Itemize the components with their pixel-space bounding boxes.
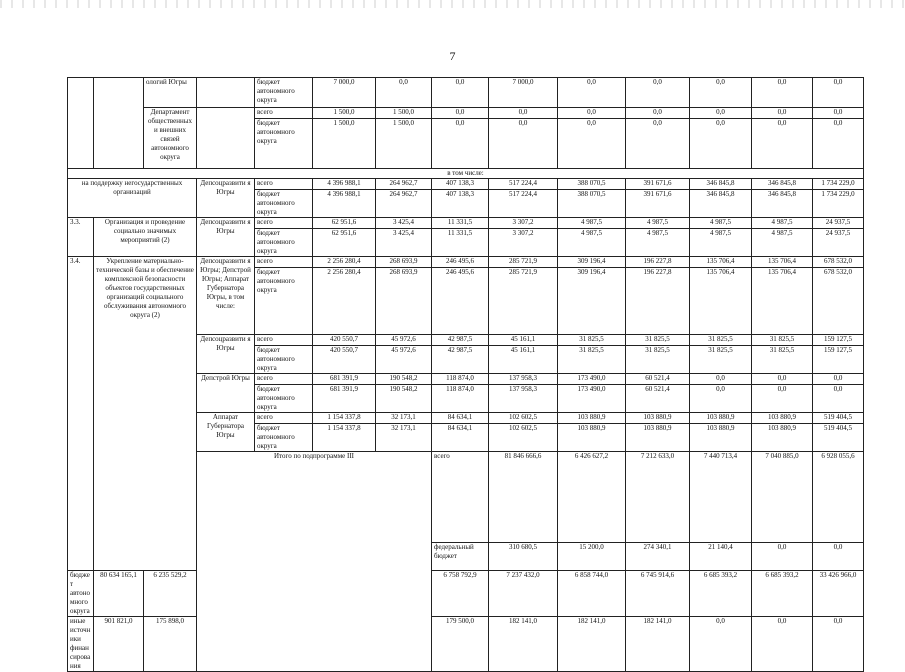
table-cell: 0,0 (432, 78, 489, 108)
scan-artifact-strip (0, 0, 905, 8)
table-cell: 31 825,5 (626, 335, 690, 346)
table-cell: 0,0 (752, 374, 813, 385)
table-cell: 0,0 (690, 78, 752, 108)
table-cell: Аппарат Губернатора Югры (197, 413, 255, 452)
table-cell: 0,0 (376, 78, 432, 108)
table-cell: 1 500,0 (313, 108, 376, 119)
table-cell: бюджет автономного округа (255, 190, 313, 218)
table-cell: 84 634,1 (432, 413, 489, 424)
table-cell: 681 391,9 (313, 374, 376, 385)
table-cell: в том числе: (68, 169, 864, 179)
table-cell: 310 680,5 (489, 543, 558, 571)
table-cell: 6 235 529,2 (144, 571, 197, 617)
table-cell: 0,0 (752, 119, 813, 169)
table-cell: 7 000,0 (313, 78, 376, 108)
table-cell: 0,0 (432, 119, 489, 169)
table-cell: 246 495,6 (432, 257, 489, 268)
table-body (68, 78, 864, 672)
table-cell: 407 138,3 (432, 179, 489, 190)
table-cell: 678 532,0 (813, 268, 864, 335)
table-cell: 0,0 (690, 374, 752, 385)
table-cell: 0,0 (489, 119, 558, 169)
table-cell: 0,0 (813, 374, 864, 385)
table-cell: бюджет автономного округа (255, 268, 313, 335)
table-cell: 135 706,4 (690, 268, 752, 335)
table-cell: 0,0 (813, 617, 864, 672)
table-cell: 0,0 (558, 119, 626, 169)
table-cell: 268 693,9 (376, 268, 432, 335)
table-cell: 517 224,4 (489, 179, 558, 190)
table-cell: 4 987,5 (752, 229, 813, 257)
table-row (68, 218, 864, 229)
table-cell: 6 426 627,2 (558, 452, 626, 543)
table-cell: 388 070,5 (558, 179, 626, 190)
table-cell: 33 426 966,0 (813, 571, 864, 617)
table-cell: 103 880,9 (690, 424, 752, 452)
table-cell: всего (255, 335, 313, 346)
table-cell: 31 825,5 (558, 346, 626, 374)
table-cell: 0,0 (489, 108, 558, 119)
table-cell: 388 070,5 (558, 190, 626, 218)
table-cell: 42 987,5 (432, 346, 489, 374)
table-cell: 15 200,0 (558, 543, 626, 571)
table-cell: 179 500,0 (432, 617, 489, 672)
table-cell: 264 962,7 (376, 190, 432, 218)
table-cell: 45 161,1 (489, 346, 558, 374)
table-cell: всего (255, 413, 313, 424)
table-cell: 3.3. (68, 218, 94, 257)
table-cell: 4 987,5 (752, 218, 813, 229)
table-cell: 4 987,5 (558, 229, 626, 257)
table-cell: 118 874,0 (432, 385, 489, 413)
table-cell: 346 845,8 (690, 179, 752, 190)
table-cell: 42 987,5 (432, 335, 489, 346)
table-cell: 420 550,7 (313, 346, 376, 374)
table-cell: 4 987,5 (558, 218, 626, 229)
table-cell: 84 634,1 (432, 424, 489, 452)
table-cell: 137 958,3 (489, 385, 558, 413)
table-cell: 0,0 (752, 78, 813, 108)
table-cell: 1 734 229,0 (813, 179, 864, 190)
table-cell: всего (255, 218, 313, 229)
table-cell: 0,0 (813, 119, 864, 169)
table-cell: 1 500,0 (376, 119, 432, 169)
table-cell: 0,0 (432, 108, 489, 119)
table-cell: бюджет автономного округа (68, 571, 94, 617)
table-cell: 0,0 (813, 385, 864, 413)
table-cell: 135 706,4 (752, 257, 813, 268)
table-cell: 62 951,6 (313, 229, 376, 257)
table-cell: 901 821,0 (94, 617, 144, 672)
table-cell: 4 987,5 (626, 229, 690, 257)
table-cell: 285 721,9 (489, 257, 558, 268)
table-cell: Департамент общественных и внешних связей автономного округа (144, 108, 197, 169)
table-cell: 420 550,7 (313, 335, 376, 346)
table-cell: бюджет автономного округа (255, 385, 313, 413)
table-cell: 1 500,0 (376, 108, 432, 119)
table-cell: 0,0 (813, 78, 864, 108)
table-cell: 11 331,5 (432, 218, 489, 229)
table-cell (94, 78, 144, 169)
table-cell: 173 490,0 (558, 374, 626, 385)
table-cell: 60 521,4 (626, 374, 690, 385)
table-cell: 1 154 337,8 (313, 413, 376, 424)
table-cell: 0,0 (690, 385, 752, 413)
table-cell (68, 78, 94, 169)
table-cell: всего (432, 452, 489, 543)
table-cell: бюджет автономного округа (255, 424, 313, 452)
table-cell: 0,0 (690, 119, 752, 169)
table-cell: 407 138,3 (432, 190, 489, 218)
table-row (68, 169, 864, 179)
table-cell: 4 396 988,1 (313, 179, 376, 190)
table-cell: Итого по подпрограмме III (197, 452, 432, 672)
table-cell: 7 212 633,0 (626, 452, 690, 543)
table-cell: 3 425,4 (376, 229, 432, 257)
table-cell: 4 987,5 (690, 229, 752, 257)
table-cell: 31 825,5 (752, 335, 813, 346)
table-cell: Укрепление материально-технической базы и обеспечение комплексной безопасности объектов государственных организаций социального обслуживания автономного округа (2) (94, 257, 197, 571)
table-cell: 7 237 432,0 (489, 571, 558, 617)
table-cell: 24 937,5 (813, 229, 864, 257)
table-cell: 309 196,4 (558, 257, 626, 268)
table-cell: 135 706,4 (752, 268, 813, 335)
table-cell: 0,0 (690, 108, 752, 119)
table-cell: 103 880,9 (690, 413, 752, 424)
table-cell (197, 108, 255, 169)
table-row (68, 108, 864, 119)
table-cell: 31 825,5 (690, 346, 752, 374)
table-cell: 60 521,4 (626, 385, 690, 413)
table-cell: 21 140,4 (690, 543, 752, 571)
page-number: 7 (449, 49, 456, 63)
table-cell: всего (255, 374, 313, 385)
table-cell: 0,0 (813, 543, 864, 571)
table-row (68, 78, 864, 108)
table-cell: 135 706,4 (690, 257, 752, 268)
table-cell: 103 880,9 (752, 413, 813, 424)
table-cell: 0,0 (558, 108, 626, 119)
table-cell: 264 962,7 (376, 179, 432, 190)
table-cell: 3 425,4 (376, 218, 432, 229)
table-cell: 274 340,1 (626, 543, 690, 571)
table-cell: всего (255, 108, 313, 119)
table-cell: 0,0 (752, 108, 813, 119)
table-cell: 11 331,5 (432, 229, 489, 257)
table-cell: 4 987,5 (690, 218, 752, 229)
table-cell: 1 500,0 (313, 119, 376, 169)
table-cell: 6 685 393,2 (752, 571, 813, 617)
table-cell: на поддержку негосударственных организаций (68, 179, 197, 218)
table-cell: 346 845,8 (690, 190, 752, 218)
table-cell: 391 671,6 (626, 190, 690, 218)
table-cell: 3.4. (68, 257, 94, 571)
table-cell: 3 307,2 (489, 229, 558, 257)
table-cell: 32 173,1 (376, 424, 432, 452)
table-cell: 678 532,0 (813, 257, 864, 268)
table-cell: 62 951,6 (313, 218, 376, 229)
table-cell: 45 972,6 (376, 346, 432, 374)
table-cell: 182 141,0 (558, 617, 626, 672)
table-cell: 45 972,6 (376, 335, 432, 346)
table-cell: иные источники финансирова ния (68, 617, 94, 672)
table-cell: 2 256 280,4 (313, 257, 376, 268)
table-cell: 1 734 229,0 (813, 190, 864, 218)
table-cell: 190 548,2 (376, 385, 432, 413)
table-cell: Депсоцразвити я Югры (197, 335, 255, 374)
table-cell: 103 880,9 (626, 413, 690, 424)
table-cell: 182 141,0 (489, 617, 558, 672)
table-cell: 31 825,5 (626, 346, 690, 374)
table-cell: бюджет автономного округа (255, 119, 313, 169)
table-cell: ологий Югры (144, 78, 197, 108)
table-cell: 0,0 (626, 78, 690, 108)
table-cell: 0,0 (558, 78, 626, 108)
table-cell: бюджет автономного округа (255, 346, 313, 374)
table-cell: 7 000,0 (489, 78, 558, 108)
table-cell: 137 958,3 (489, 374, 558, 385)
table-cell: Депсоцразвити я Югры (197, 179, 255, 218)
table-cell: 0,0 (752, 385, 813, 413)
table-cell: бюджет автономного округа (255, 78, 313, 108)
table-cell: 519 404,5 (813, 413, 864, 424)
table-cell: 159 127,5 (813, 335, 864, 346)
table-cell: 346 845,8 (752, 179, 813, 190)
table-cell: 517 224,4 (489, 190, 558, 218)
table-cell: 0,0 (813, 108, 864, 119)
table-cell: 81 846 666,6 (489, 452, 558, 543)
table-cell: всего (255, 179, 313, 190)
table-cell: 285 721,9 (489, 268, 558, 335)
table-row (68, 179, 864, 190)
table-cell: 32 173,1 (376, 413, 432, 424)
table-cell: 4 396 988,1 (313, 190, 376, 218)
table-cell: 159 127,5 (813, 346, 864, 374)
table-row (68, 617, 864, 672)
table-cell: 0,0 (626, 119, 690, 169)
table-cell: 268 693,9 (376, 257, 432, 268)
table-cell: 182 141,0 (626, 617, 690, 672)
table-cell: 80 634 165,1 (94, 571, 144, 617)
table-cell: 3 307,2 (489, 218, 558, 229)
table-cell: 246 495,6 (432, 268, 489, 335)
table-cell: 31 825,5 (752, 346, 813, 374)
table-cell: 102 602,5 (489, 413, 558, 424)
table-cell: 173 490,0 (558, 385, 626, 413)
table-cell: 31 825,5 (690, 335, 752, 346)
table-cell: 102 602,5 (489, 424, 558, 452)
table-cell: 7 440 713,4 (690, 452, 752, 543)
table-row (68, 257, 864, 268)
table-cell: 346 845,8 (752, 190, 813, 218)
table-cell: Организация и проведение социально значимых мероприятий (2) (94, 218, 197, 257)
table-cell: 519 404,5 (813, 424, 864, 452)
table-cell (197, 78, 255, 108)
table-cell: Депстрой Югры (197, 374, 255, 413)
table-cell: 6 928 055,6 (813, 452, 864, 543)
table-cell: 0,0 (626, 108, 690, 119)
table-cell: 4 987,5 (626, 218, 690, 229)
table-cell: 6 858 744,0 (558, 571, 626, 617)
table-cell: 175 898,0 (144, 617, 197, 672)
table-cell: 103 880,9 (558, 424, 626, 452)
table-cell: 45 161,1 (489, 335, 558, 346)
table-cell: 31 825,5 (558, 335, 626, 346)
table-cell: федеральный бюджет (432, 543, 489, 571)
budget-table (67, 77, 864, 672)
table-cell: 196 227,8 (626, 268, 690, 335)
table-cell: 6 745 914,6 (626, 571, 690, 617)
table-cell: 391 671,6 (626, 179, 690, 190)
table-cell: 309 196,4 (558, 268, 626, 335)
table-row (68, 571, 864, 617)
table-cell: 118 874,0 (432, 374, 489, 385)
table-cell: 6 758 792,9 (432, 571, 489, 617)
table-cell: бюджет автономного округа (255, 229, 313, 257)
table-cell: 1 154 337,8 (313, 424, 376, 452)
table-cell: 0,0 (752, 543, 813, 571)
table-cell: всего (255, 257, 313, 268)
table-cell: 681 391,9 (313, 385, 376, 413)
table-cell: 0,0 (752, 617, 813, 672)
table-cell: 190 548,2 (376, 374, 432, 385)
table-cell: 24 937,5 (813, 218, 864, 229)
table-cell: Депсоцразвити я Югры (197, 218, 255, 257)
table-cell: Депсоцразвити я Югры; Депстрой Югры; Аппарат Губернатора Югры, в том числе: (197, 257, 255, 335)
table-cell: 196 227,8 (626, 257, 690, 268)
table-cell: 2 256 280,4 (313, 268, 376, 335)
table-cell: 7 040 885,0 (752, 452, 813, 543)
table-cell: 103 880,9 (752, 424, 813, 452)
table-cell: 103 880,9 (626, 424, 690, 452)
table-cell: 103 880,9 (558, 413, 626, 424)
table-cell: 6 685 393,2 (690, 571, 752, 617)
table-cell: 0,0 (690, 617, 752, 672)
